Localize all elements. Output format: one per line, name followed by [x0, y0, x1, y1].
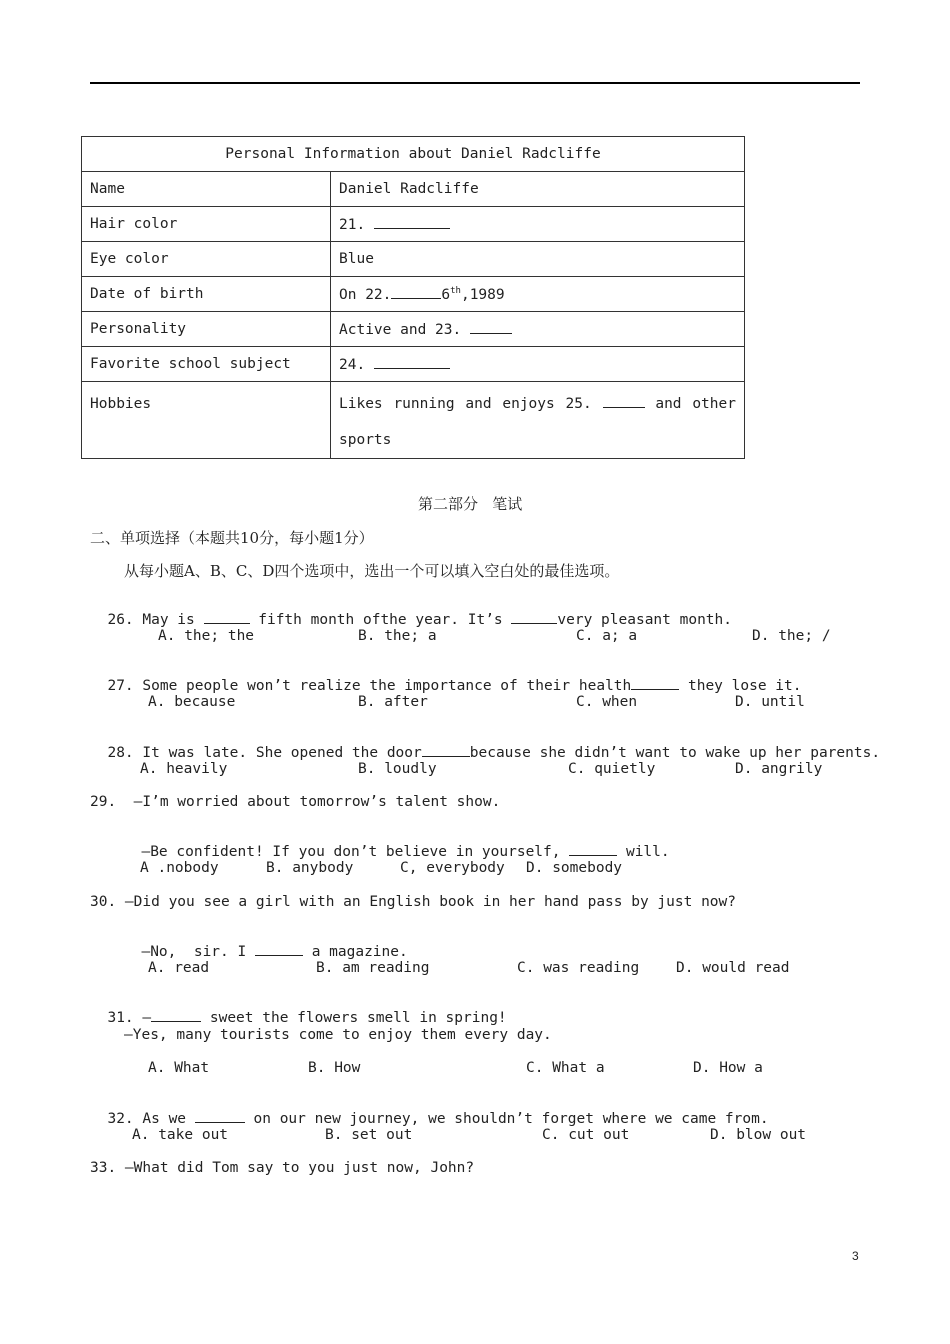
option-d[interactable]: D. the; /	[752, 628, 831, 644]
question-text: very pleasant month.	[557, 612, 733, 628]
section-instruction: 从每小题A、B、C、D四个选项中，选出一个可以填入空白处的最佳选项。	[124, 562, 620, 580]
question-31-reply: —Yes, many tourists come to enjoy them every day.	[124, 1027, 552, 1043]
option-d[interactable]: D. angrily	[735, 761, 823, 777]
question-text: 32. As we	[107, 1111, 195, 1127]
question-30-reply	[124, 927, 408, 960]
option-b[interactable]: B. set out	[325, 1127, 413, 1143]
option-a[interactable]: A. take out	[132, 1127, 229, 1143]
row-key: Eye color	[82, 242, 331, 277]
answer-blank[interactable]	[391, 286, 441, 299]
option-c[interactable]: C. What a	[526, 1060, 605, 1076]
answer-blank[interactable]	[151, 1009, 201, 1022]
info-table	[81, 136, 745, 459]
answer-blank[interactable]	[422, 744, 470, 757]
answer-blank[interactable]	[511, 611, 557, 624]
row-value	[331, 382, 745, 459]
header-rule	[90, 82, 860, 84]
option-a[interactable]: A. the; the	[158, 628, 255, 644]
row-value	[331, 312, 745, 347]
table-row	[82, 172, 745, 207]
option-b[interactable]: B. the; a	[358, 628, 437, 644]
row-value-text: On 22.	[339, 286, 392, 303]
question-28	[90, 728, 880, 761]
row-value	[331, 207, 745, 242]
row-value: Daniel Radcliffe	[331, 172, 745, 207]
row-value-text: Likes running and enjoys 25.	[339, 396, 603, 412]
row-value-text: Active and 23.	[339, 321, 470, 338]
question-text: on our new journey, we shouldn’t forget where we came from.	[244, 1111, 769, 1127]
question-text: because she didn’t want to wake up her parents.	[469, 745, 881, 761]
option-a[interactable]: A. because	[148, 694, 236, 710]
row-value	[331, 347, 745, 382]
question-text: 31. —	[107, 1010, 152, 1026]
option-b[interactable]: B. anybody	[266, 860, 354, 876]
option-d[interactable]: D. blow out	[710, 1127, 807, 1143]
option-d[interactable]: D. would read	[676, 960, 790, 976]
option-a[interactable]: A .nobody	[140, 860, 219, 876]
option-c[interactable]: C. cut out	[542, 1127, 630, 1143]
table-row	[82, 347, 745, 382]
answer-blank[interactable]	[631, 677, 679, 690]
option-d[interactable]: D. somebody	[526, 860, 623, 876]
question-29-reply	[124, 827, 670, 860]
table-row	[82, 242, 745, 277]
question-text: a magazine.	[302, 944, 408, 960]
option-a[interactable]: A. What	[148, 1060, 210, 1076]
question-text: —No, sir. I	[141, 944, 255, 960]
option-b[interactable]: B. How	[308, 1060, 361, 1076]
row-value-text: ,1989	[460, 286, 505, 303]
option-c[interactable]: C. was reading	[517, 960, 640, 976]
option-c[interactable]: C. a; a	[576, 628, 638, 644]
question-33: 33. —What did Tom say to you just now, John?	[90, 1160, 475, 1176]
question-text: 28. It was late. She opened the door	[107, 745, 422, 761]
table-row	[82, 277, 745, 312]
question-text: they lose it.	[679, 678, 802, 694]
table-title: Personal Information about Daniel Radcliffe	[82, 137, 745, 172]
answer-blank[interactable]	[374, 356, 450, 369]
option-d[interactable]: D. How a	[693, 1060, 763, 1076]
row-key: Hair color	[82, 207, 331, 242]
part-title: 第二部分 笔试	[418, 495, 523, 513]
row-key: Hobbies	[82, 382, 331, 459]
option-c[interactable]: C. quietly	[568, 761, 656, 777]
answer-blank[interactable]	[374, 216, 450, 229]
answer-blank[interactable]	[470, 321, 512, 334]
row-value-text: and other sports	[339, 396, 736, 448]
table-row	[82, 312, 745, 347]
page-number: 3	[852, 1249, 859, 1263]
row-key: Personality	[82, 312, 331, 347]
question-29: 29. —I’m worried about tomorrow’s talent show.	[90, 794, 501, 810]
row-key: Favorite school subject	[82, 347, 331, 382]
answer-blank[interactable]	[569, 843, 617, 856]
table-row	[82, 382, 745, 459]
row-key: Date of birth	[82, 277, 331, 312]
superscript: th	[450, 285, 461, 296]
question-26	[90, 595, 732, 628]
question-31	[90, 993, 507, 1026]
option-b[interactable]: B. after	[358, 694, 428, 710]
question-text: fifth month ofthe year. It’s	[249, 612, 512, 628]
option-d[interactable]: D. until	[735, 694, 805, 710]
section-heading: 二、单项选择（本题共10分，每小题1分）	[90, 529, 374, 547]
option-a[interactable]: A. heavily	[140, 761, 228, 777]
row-value-text: 24.	[339, 356, 374, 373]
question-text: —Be confident! If you don’t believe in yourself,	[141, 844, 570, 860]
question-27	[90, 661, 801, 694]
answer-blank[interactable]	[204, 611, 250, 624]
option-c[interactable]: C, everybody	[400, 860, 505, 876]
question-text: 26. May is	[107, 612, 204, 628]
answer-blank[interactable]	[195, 1110, 245, 1123]
row-value-text: 21.	[339, 216, 374, 233]
row-value-text: 6	[441, 286, 451, 303]
table-row	[82, 207, 745, 242]
option-a[interactable]: A. read	[148, 960, 210, 976]
answer-blank[interactable]	[603, 395, 645, 408]
row-value	[331, 277, 745, 312]
row-key: Name	[82, 172, 331, 207]
question-text: will.	[617, 844, 670, 860]
option-b[interactable]: B. am reading	[316, 960, 430, 976]
row-value: Blue	[331, 242, 745, 277]
question-30: 30. —Did you see a girl with an English book in her hand pass by just now?	[90, 894, 737, 910]
question-32	[90, 1094, 769, 1127]
answer-blank[interactable]	[255, 943, 303, 956]
question-text: 27. Some people won’t realize the importance of their health	[107, 678, 632, 694]
option-c[interactable]: C. when	[576, 694, 638, 710]
option-b[interactable]: B. loudly	[358, 761, 437, 777]
question-text: sweet the flowers smell in spring!	[201, 1010, 507, 1026]
